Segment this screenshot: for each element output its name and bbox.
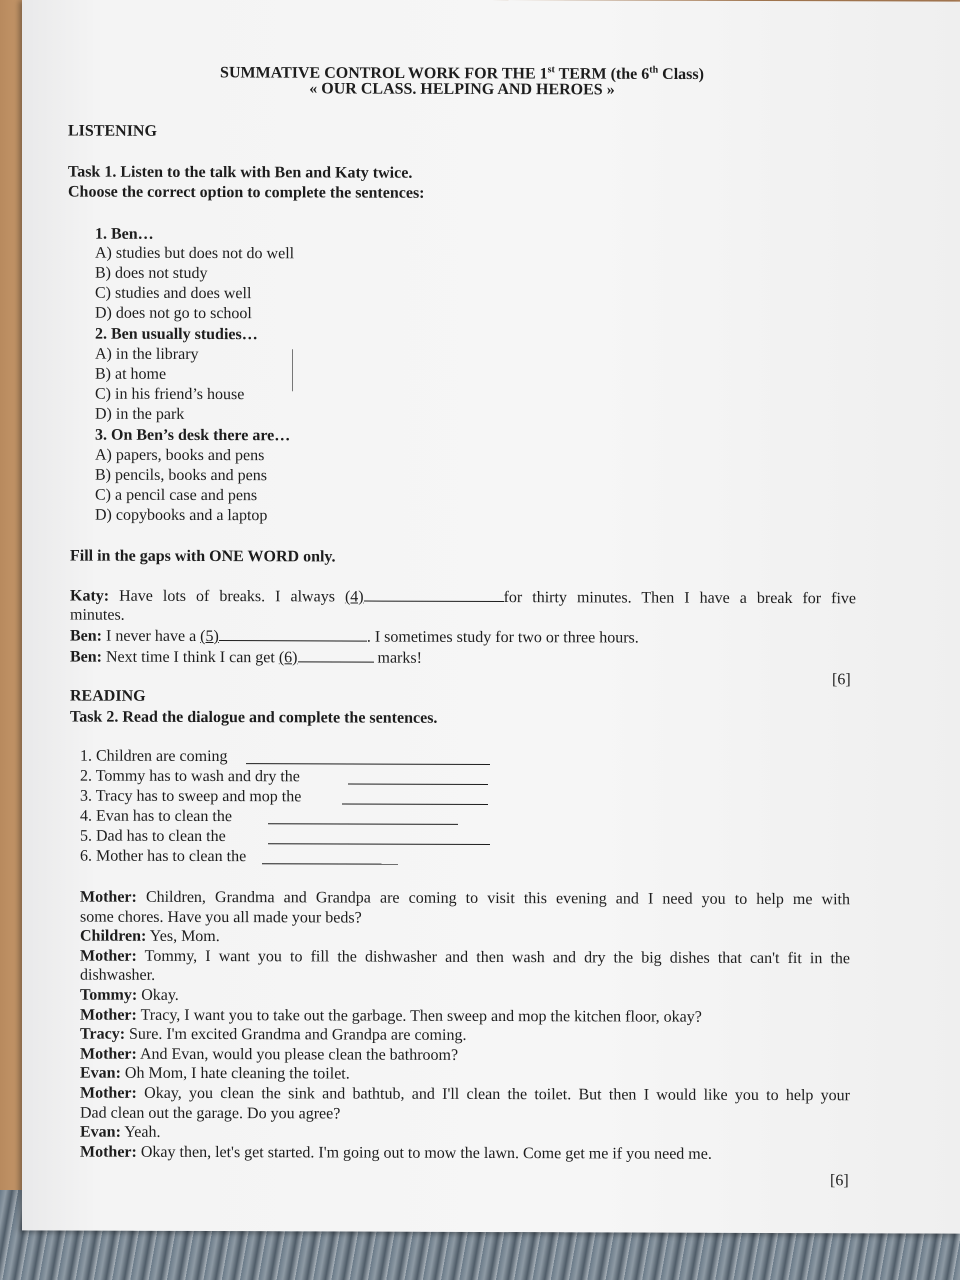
question-2: 2. Ben usually studies… (95, 325, 258, 344)
answer-line-2[interactable] (348, 784, 488, 785)
sentence-1: 1. Children are coming (80, 747, 228, 766)
dialogue-line-cont: Dad clean out the garage. Do you agree? (80, 1104, 341, 1123)
speaker-label: Mother: (80, 888, 137, 906)
q3-option-d: D) copybooks and a laptop (95, 506, 268, 525)
dialogue-line (80, 1025, 466, 1046)
q1-option-d: D) does not go to school (95, 304, 252, 323)
dialogue-line (80, 1084, 850, 1107)
listening-heading: LISTENING (68, 122, 157, 140)
q2-option-b: B) at home (95, 365, 167, 383)
task1-instruction-line1: Task 1. Listen to the talk with Ben and Katy twice. (68, 163, 413, 182)
worksheet-page (22, 0, 960, 1234)
sentence-3: 3. Tracy has to sweep and mop the (80, 787, 302, 806)
q1-option-c: C) studies and does well (95, 284, 252, 303)
q3-option-c: C) a pencil case and pens (95, 486, 258, 505)
dialogue-line (80, 1143, 712, 1165)
speaker-label: Mother: (80, 1143, 137, 1161)
dialogue-line (80, 1123, 160, 1143)
q3-option-a: A) papers, books and pens (95, 446, 265, 465)
reading-heading: READING (70, 687, 146, 705)
gap-6[interactable] (298, 647, 374, 662)
speaker-label: Evan: (80, 1123, 121, 1141)
dialogue-text-span: Sure. I'm excited Grandma and Grandpa are coming. (125, 1025, 467, 1044)
task2-instruction: Task 2. Read the dialogue and complete the sentences. (70, 708, 438, 727)
fill-gaps-heading: Fill in the gaps with ONE WORD only. (70, 547, 336, 566)
dialogue-text-span: Yes, Mom. (146, 927, 220, 946)
q2-option-c: C) in his friend’s house (95, 385, 245, 404)
sentence-6: 6. Mother has to clean the (80, 847, 247, 866)
speaker-label: Mother: (80, 1006, 137, 1024)
answer-line-6[interactable] (262, 863, 398, 864)
speaker-label: Mother: (80, 947, 137, 965)
dialogue-line (80, 888, 850, 911)
sentence-5: 5. Dad has to clean the (80, 827, 226, 846)
ben-line-2: Ben: Next time I think I can get (6) marks! (70, 648, 422, 667)
speaker-label: Mother: (80, 1084, 137, 1102)
dialogue-line (80, 1045, 458, 1066)
q1-option-a: A) studies but does not do well (95, 244, 295, 263)
q2-option-d: D) in the park (95, 405, 185, 423)
speaker-label: Tommy: (80, 986, 138, 1004)
q1-option-b: B) does not study (95, 264, 208, 283)
gap-5[interactable] (219, 626, 367, 642)
dialogue-line-cont: some chores. Have you all made your beds? (80, 908, 362, 927)
sentence-4: 4. Evan has to clean the (80, 807, 232, 826)
katy-line: Katy: Have lots of breaks. I always (4) for thirty minutes. Then I have a break for five (70, 587, 856, 608)
pen-mark (292, 349, 293, 391)
speaker-label: Children: (80, 927, 147, 945)
dialogue-text-span: Children, Grandma and Grandpa are coming to visit this evening and I need you to help me with (136, 888, 850, 909)
dialogue-text-span: Yeah. (120, 1123, 161, 1141)
gap-4[interactable] (364, 587, 504, 602)
dialogue-line (80, 927, 220, 947)
answer-line-5[interactable] (268, 843, 490, 845)
answer-line-1[interactable] (246, 763, 490, 765)
dialogue-line (80, 986, 179, 1006)
dialogue-text-span: Okay, you clean the sink and bathtub, and I'll clean the toilet. But then I would like you to help your (136, 1084, 850, 1105)
dialogue-text-span: Okay. (137, 986, 179, 1004)
task1-instruction-line2: Choose the correct option to complete the sentences: (68, 183, 425, 202)
dialogue-text-span: Tommy, I want you to fill the dishwasher and then wash and dry the big dishes that can't fit in the (136, 947, 850, 968)
dialogue-text-span: And Evan, would you please clean the bathroom? (136, 1045, 459, 1064)
katy-line-cont: minutes. (70, 606, 125, 624)
listening-score: [6] (832, 671, 851, 689)
dialogue-text-span: Okay then, let's get started. I'm going out to mow the lawn. Come get me if you need me. (136, 1143, 712, 1163)
answer-line-4[interactable] (268, 823, 458, 825)
dialogue-line-cont: dishwasher. (80, 966, 156, 984)
dialogue-text-span: Oh Mom, I hate cleaning the toilet. (120, 1064, 350, 1083)
page-subtitle: « OUR CLASS. HELPING AND HEROES » (309, 80, 615, 99)
dialogue-text-span: Tracy, I want you to take out the garbage. Then sweep and mop the kitchen floor, okay? (136, 1006, 702, 1026)
q2-option-a: A) in the library (95, 345, 199, 363)
speaker-label: Mother: (80, 1045, 137, 1063)
reading-score: [6] (830, 1172, 849, 1190)
dialogue-line (80, 1064, 350, 1085)
q3-option-b: B) pencils, books and pens (95, 466, 267, 485)
question-1: 1. Ben… (95, 225, 154, 243)
sentence-2: 2. Tommy has to wash and dry the (80, 767, 300, 786)
speaker-label: Evan: (80, 1064, 121, 1082)
answer-line-3[interactable] (342, 803, 488, 805)
ben-line-1: Ben: I never have a (5) . I sometimes study for two or three hours. (70, 627, 639, 647)
question-3: 3. On Ben’s desk there are… (95, 426, 291, 445)
dialogue-line (80, 947, 850, 970)
speaker-label: Tracy: (80, 1025, 126, 1043)
page-title: SUMMATIVE CONTROL WORK FOR THE 1st TERM (the 6th Class) (220, 64, 704, 84)
